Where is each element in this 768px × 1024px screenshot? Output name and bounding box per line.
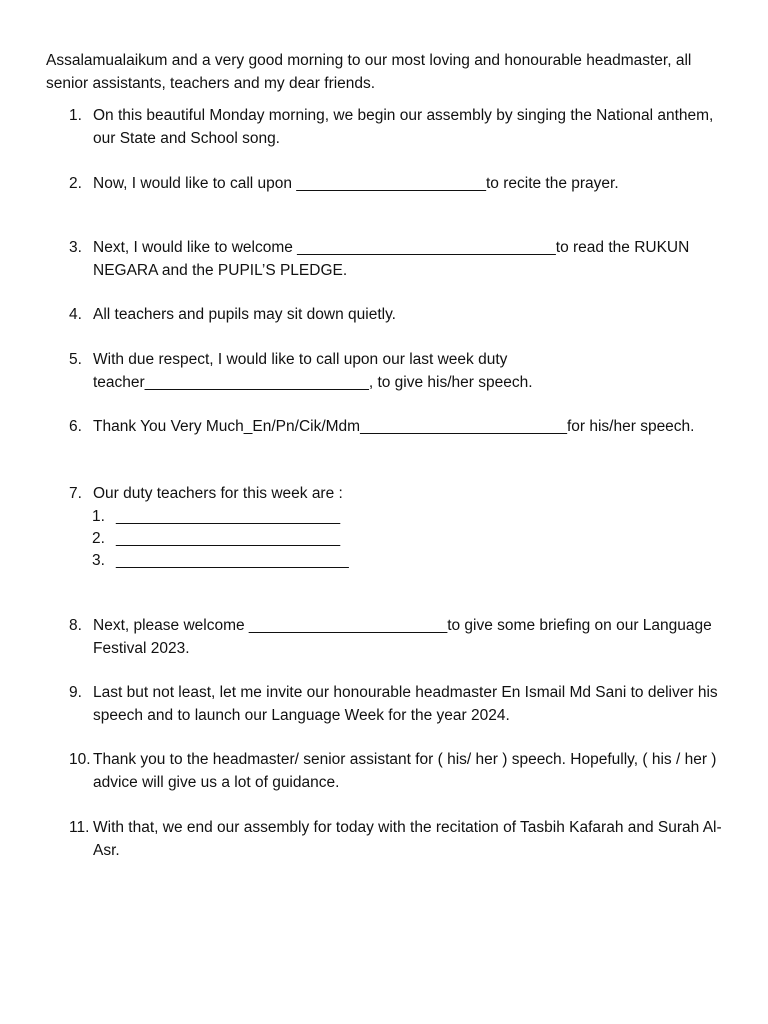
item-number: 8. bbox=[69, 617, 82, 634]
item-text: All teachers and pupils may sit down quietly. bbox=[93, 306, 396, 323]
item-text bbox=[93, 349, 737, 394]
item-number: 6. bbox=[69, 418, 82, 435]
item-number: 5. bbox=[69, 351, 82, 368]
item-text: Next, I would like to welcome ______________________________to read the RUKUN NEGARA and the PUPIL’S PLEDGE. bbox=[93, 239, 690, 279]
item-number: 3. bbox=[69, 239, 82, 256]
item-number: 7. bbox=[69, 485, 82, 502]
intro-paragraph: Assalamualaikum and a very good morning to our most loving and honourable headmaster, all senior assistants, teachers and my dear friends. bbox=[46, 52, 692, 92]
item-text: Our duty teachers for this week are : bbox=[93, 485, 343, 502]
item-text: Thank you to the headmaster/ senior assistant for ( his/ her ) speech. Hopefully, ( his / her ) advice will give us a lot of guidance. bbox=[93, 751, 717, 791]
item-text: On this beautiful Monday morning, we begin our assembly by singing the National anthem, our State and School song. bbox=[93, 107, 714, 147]
sub-number: 2. bbox=[92, 530, 105, 547]
item-text: Next, please welcome _______________________to give some briefing on our Language Festival 2023. bbox=[93, 617, 712, 657]
item-text: Now, I would like to call upon ______________________to recite the prayer. bbox=[93, 175, 619, 192]
blank-line: __________________________ bbox=[116, 530, 341, 547]
sub-number: 1. bbox=[92, 508, 105, 525]
item-number: 10. bbox=[69, 751, 91, 768]
item-text: Thank You Very Much_En/Pn/Cik/Mdm________________________for his/her speech. bbox=[93, 418, 695, 435]
item-text-line-1: With due respect, I would like to call upon our last week duty bbox=[93, 351, 508, 368]
item-number: 11. bbox=[69, 819, 90, 836]
item-text: Last but not least, let me invite our honourable headmaster En Ismail Md Sani to deliver his speech and to launch our Language Week for the year 2024. bbox=[93, 684, 718, 724]
item-number: 9. bbox=[69, 684, 82, 701]
item-text: With that, we end our assembly for today with the recitation of Tasbih Kafarah and Surah Al-Asr. bbox=[93, 819, 722, 859]
item-text-line-2: teacher__________________________, to give his/her speech. bbox=[93, 373, 533, 391]
item-number: 1. bbox=[69, 107, 82, 124]
item-number: 2. bbox=[69, 175, 82, 192]
item-number: 4. bbox=[69, 306, 82, 323]
blank-line: ___________________________ bbox=[116, 552, 349, 569]
sub-number: 3. bbox=[92, 552, 105, 569]
blank-line: __________________________ bbox=[116, 508, 341, 525]
